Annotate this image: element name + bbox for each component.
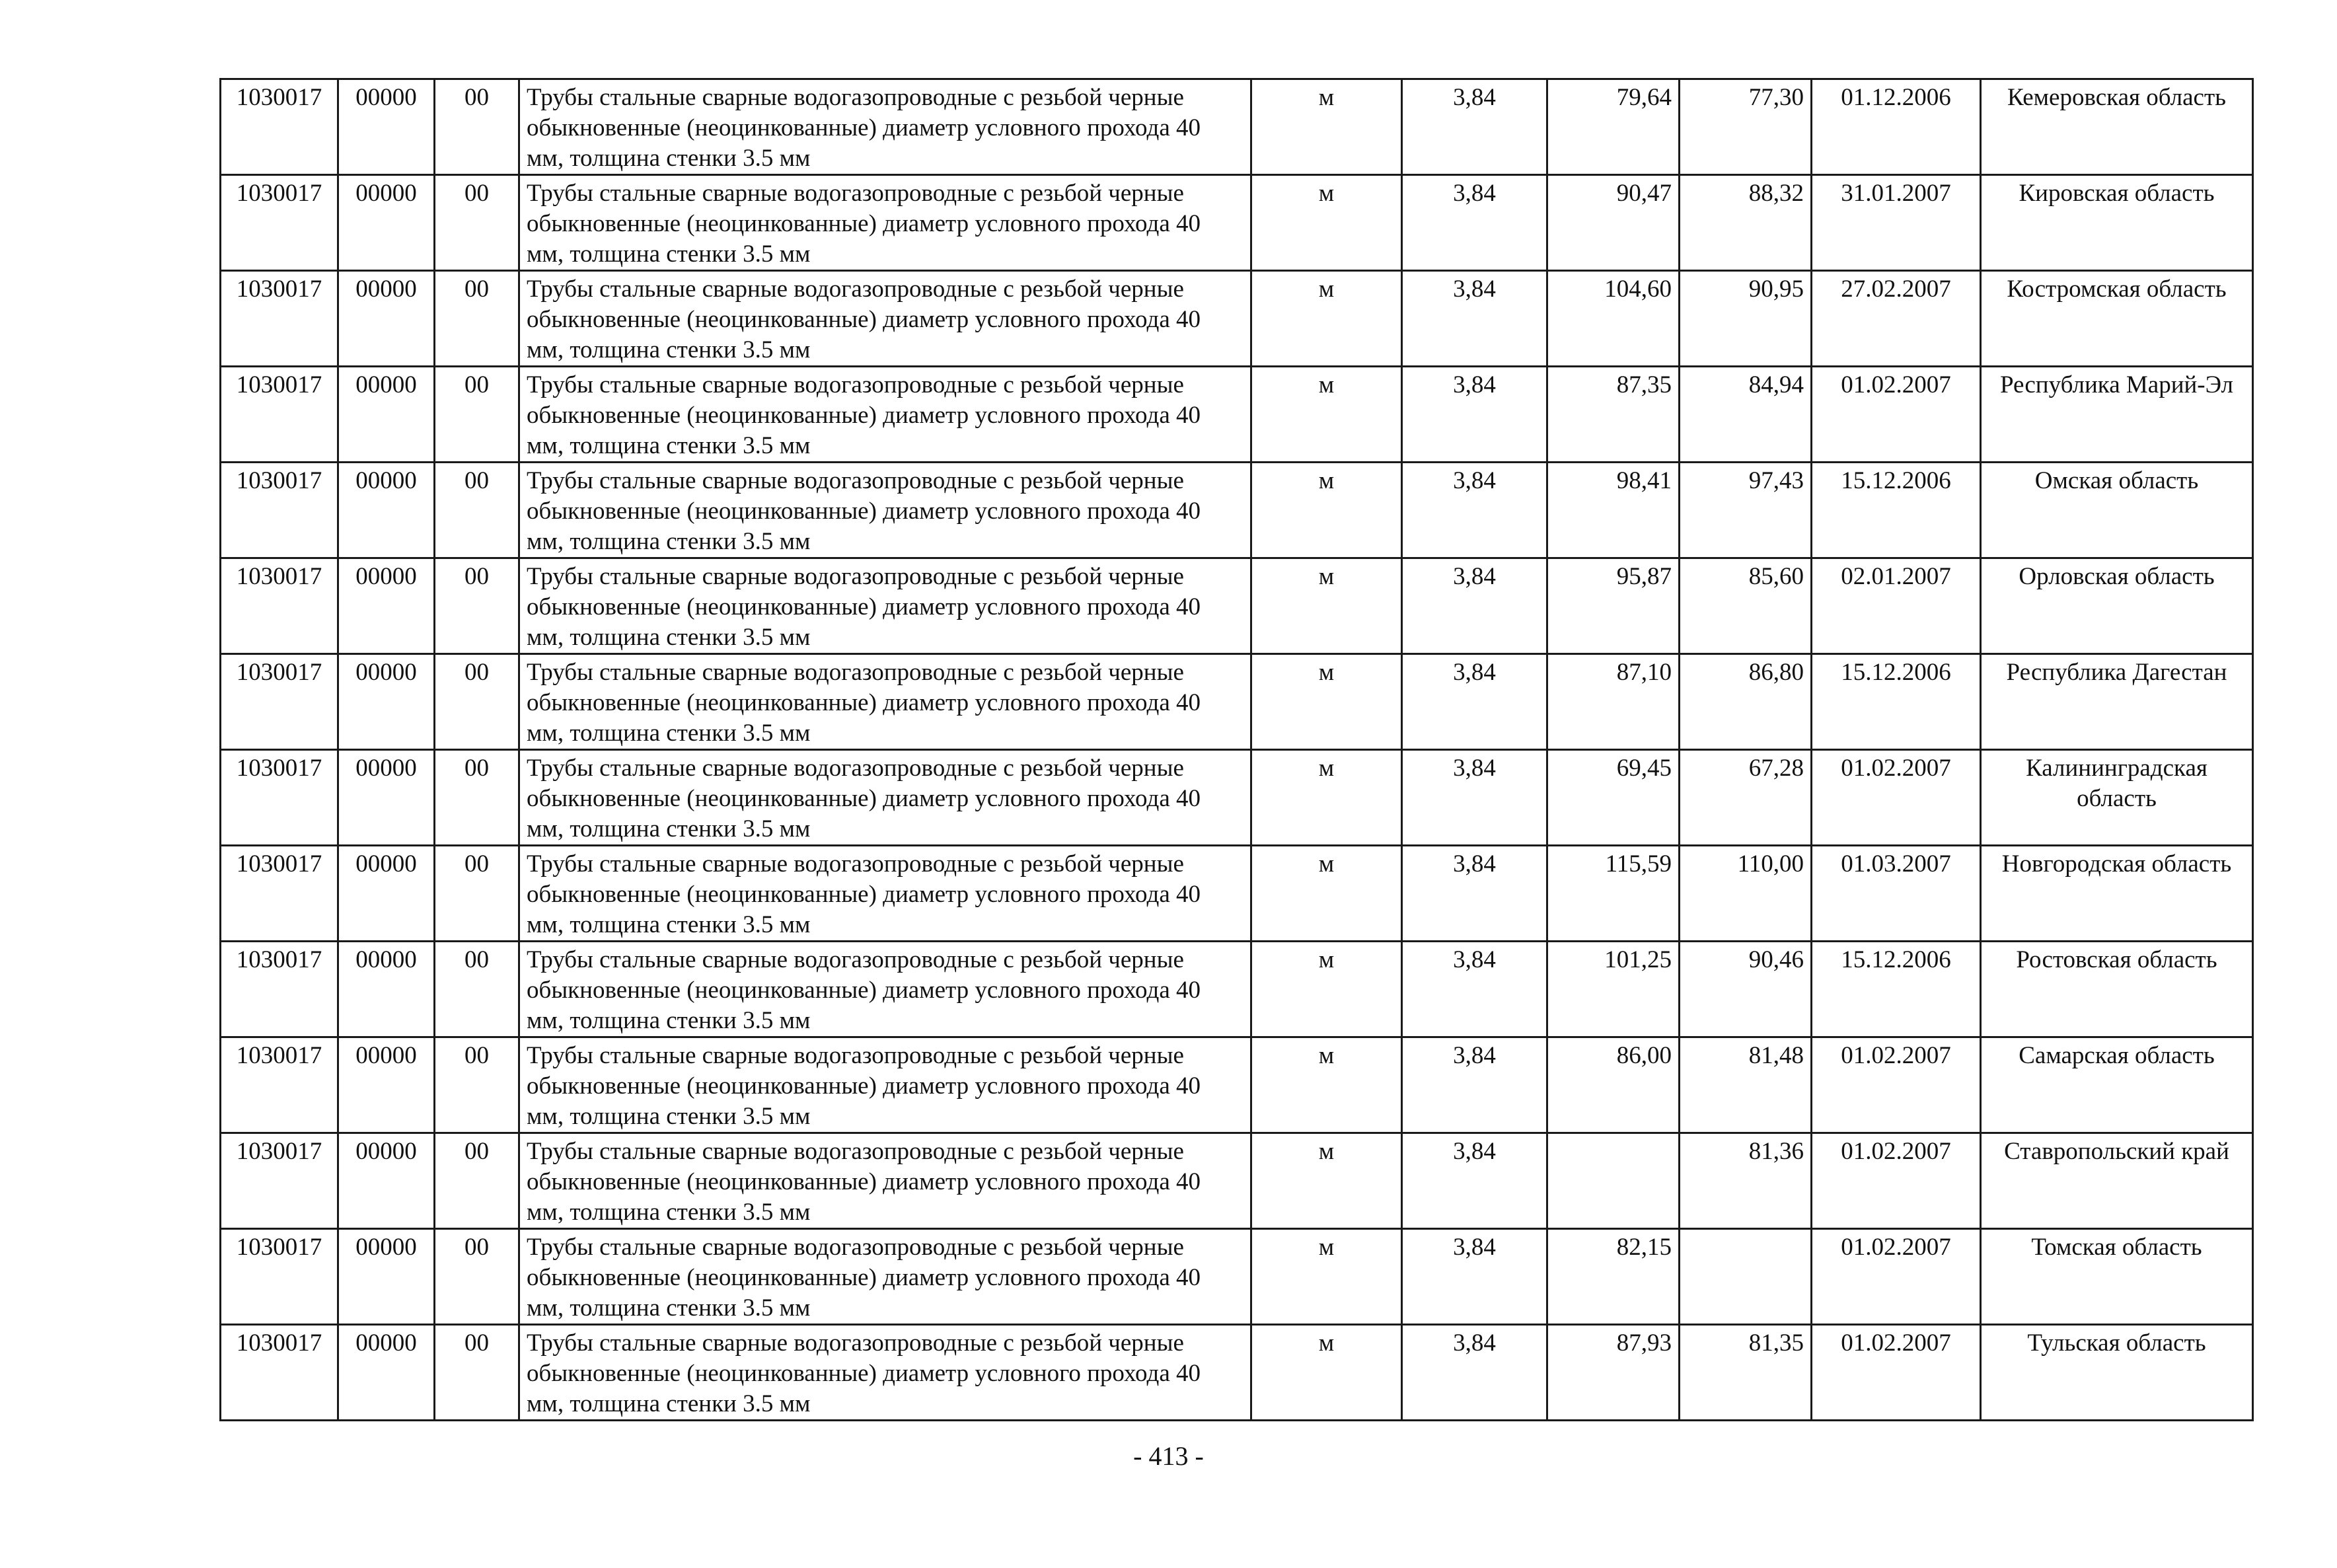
price-2-cell: 77,30	[1680, 79, 1812, 175]
price-1-cell: 87,35	[1547, 367, 1680, 463]
item-name-cell: Трубы стальные сварные водогазопроводные с резьбой черные обыкновенные (неоцинкованные) диаметр условного прохода 40 мм, толщина стенки 3.5 мм	[519, 654, 1251, 750]
table-row	[221, 1133, 2253, 1229]
item-code-cell: 1030017	[221, 175, 338, 271]
item-name-cell: Трубы стальные сварные водогазопроводные с резьбой черные обыкновенные (неоцинкованные) диаметр условного прохода 40 мм, толщина стенки 3.5 мм	[519, 79, 1251, 175]
price-1-cell: 98,41	[1547, 463, 1680, 558]
region-cell: Республика Марий-Эл	[1981, 367, 2253, 463]
weight-cell: 3,84	[1402, 463, 1547, 558]
price-2-cell: 88,32	[1680, 175, 1812, 271]
table-row	[221, 175, 2253, 271]
item-code-cell: 1030017	[221, 1037, 338, 1133]
sub-code-cell: 00000	[338, 175, 435, 271]
date-cell: 27.02.2007	[1812, 271, 1981, 367]
price-1-cell: 101,25	[1547, 942, 1680, 1037]
date-cell: 15.12.2006	[1812, 463, 1981, 558]
unit-cell: м	[1251, 846, 1402, 942]
item-code-cell: 1030017	[221, 846, 338, 942]
region-cell: Костромская область	[1981, 271, 2253, 367]
version-code-cell: 00	[435, 654, 519, 750]
item-code-cell: 1030017	[221, 1133, 338, 1229]
weight-cell: 3,84	[1402, 1133, 1547, 1229]
weight-cell: 3,84	[1402, 1037, 1547, 1133]
table-row	[221, 271, 2253, 367]
item-name-cell: Трубы стальные сварные водогазопроводные с резьбой черные обыкновенные (неоцинкованные) диаметр условного прохода 40 мм, толщина стенки 3.5 мм	[519, 558, 1251, 654]
price-2-cell: 97,43	[1680, 463, 1812, 558]
price-1-cell: 115,59	[1547, 846, 1680, 942]
item-code-cell: 1030017	[221, 558, 338, 654]
table-row	[221, 654, 2253, 750]
table-row	[221, 558, 2253, 654]
table-row	[221, 1229, 2253, 1325]
price-2-cell: 81,35	[1680, 1325, 1812, 1421]
version-code-cell: 00	[435, 1037, 519, 1133]
region-cell: Калининградская область	[1981, 750, 2253, 846]
sub-code-cell: 00000	[338, 367, 435, 463]
weight-cell: 3,84	[1402, 1229, 1547, 1325]
price-2-cell: 110,00	[1680, 846, 1812, 942]
price-2-cell: 90,95	[1680, 271, 1812, 367]
table-row	[221, 79, 2253, 175]
version-code-cell: 00	[435, 1133, 519, 1229]
weight-cell: 3,84	[1402, 942, 1547, 1037]
item-name-cell: Трубы стальные сварные водогазопроводные с резьбой черные обыкновенные (неоцинкованные) диаметр условного прохода 40 мм, толщина стенки 3.5 мм	[519, 1133, 1251, 1229]
region-cell: Томская область	[1981, 1229, 2253, 1325]
sub-code-cell: 00000	[338, 942, 435, 1037]
unit-cell: м	[1251, 1133, 1402, 1229]
price-2-cell: 90,46	[1680, 942, 1812, 1037]
unit-cell: м	[1251, 175, 1402, 271]
region-cell: Тульская область	[1981, 1325, 2253, 1421]
sub-code-cell: 00000	[338, 463, 435, 558]
price-2-cell: 85,60	[1680, 558, 1812, 654]
unit-cell: м	[1251, 367, 1402, 463]
price-2-cell: 81,36	[1680, 1133, 1812, 1229]
region-cell: Кемеровская область	[1981, 79, 2253, 175]
price-1-cell: 95,87	[1547, 558, 1680, 654]
unit-cell: м	[1251, 1325, 1402, 1421]
region-cell: Новгородская область	[1981, 846, 2253, 942]
item-code-cell: 1030017	[221, 367, 338, 463]
item-code-cell: 1030017	[221, 1325, 338, 1421]
version-code-cell: 00	[435, 175, 519, 271]
version-code-cell: 00	[435, 1325, 519, 1421]
price-1-cell: 87,93	[1547, 1325, 1680, 1421]
weight-cell: 3,84	[1402, 367, 1547, 463]
version-code-cell: 00	[435, 942, 519, 1037]
item-name-cell: Трубы стальные сварные водогазопроводные с резьбой черные обыкновенные (неоцинкованные) диаметр условного прохода 40 мм, толщина стенки 3.5 мм	[519, 1229, 1251, 1325]
item-code-cell: 1030017	[221, 463, 338, 558]
item-name-cell: Трубы стальные сварные водогазопроводные с резьбой черные обыкновенные (неоцинкованные) диаметр условного прохода 40 мм, толщина стенки 3.5 мм	[519, 1325, 1251, 1421]
unit-cell: м	[1251, 558, 1402, 654]
price-1-cell	[1547, 1133, 1680, 1229]
document-sheet	[219, 78, 2252, 1421]
price-2-cell: 86,80	[1680, 654, 1812, 750]
item-code-cell: 1030017	[221, 1229, 338, 1325]
date-cell: 15.12.2006	[1812, 654, 1981, 750]
item-name-cell: Трубы стальные сварные водогазопроводные с резьбой черные обыкновенные (неоцинкованные) диаметр условного прохода 40 мм, толщина стенки 3.5 мм	[519, 271, 1251, 367]
version-code-cell: 00	[435, 1229, 519, 1325]
price-1-cell: 104,60	[1547, 271, 1680, 367]
item-code-cell: 1030017	[221, 750, 338, 846]
table-row	[221, 1037, 2253, 1133]
unit-cell: м	[1251, 942, 1402, 1037]
item-name-cell: Трубы стальные сварные водогазопроводные с резьбой черные обыкновенные (неоцинкованные) диаметр условного прохода 40 мм, толщина стенки 3.5 мм	[519, 846, 1251, 942]
date-cell: 01.02.2007	[1812, 1037, 1981, 1133]
table-row	[221, 846, 2253, 942]
date-cell: 01.02.2007	[1812, 1325, 1981, 1421]
version-code-cell: 00	[435, 846, 519, 942]
version-code-cell: 00	[435, 271, 519, 367]
item-code-cell: 1030017	[221, 942, 338, 1037]
weight-cell: 3,84	[1402, 558, 1547, 654]
date-cell: 01.02.2007	[1812, 367, 1981, 463]
version-code-cell: 00	[435, 79, 519, 175]
version-code-cell: 00	[435, 367, 519, 463]
version-code-cell: 00	[435, 558, 519, 654]
item-code-cell: 1030017	[221, 79, 338, 175]
unit-cell: м	[1251, 1037, 1402, 1133]
region-cell: Республика Дагестан	[1981, 654, 2253, 750]
sub-code-cell: 00000	[338, 1133, 435, 1229]
table-row	[221, 1325, 2253, 1421]
price-2-cell	[1680, 1229, 1812, 1325]
price-1-cell: 86,00	[1547, 1037, 1680, 1133]
item-name-cell: Трубы стальные сварные водогазопроводные с резьбой черные обыкновенные (неоцинкованные) диаметр условного прохода 40 мм, толщина стенки 3.5 мм	[519, 1037, 1251, 1133]
sub-code-cell: 00000	[338, 1229, 435, 1325]
price-1-cell: 87,10	[1547, 654, 1680, 750]
weight-cell: 3,84	[1402, 750, 1547, 846]
date-cell: 01.12.2006	[1812, 79, 1981, 175]
price-table	[219, 78, 2254, 1421]
region-cell: Самарская область	[1981, 1037, 2253, 1133]
unit-cell: м	[1251, 654, 1402, 750]
sub-code-cell: 00000	[338, 846, 435, 942]
item-name-cell: Трубы стальные сварные водогазопроводные с резьбой черные обыкновенные (неоцинкованные) диаметр условного прохода 40 мм, толщина стенки 3.5 мм	[519, 750, 1251, 846]
date-cell: 01.02.2007	[1812, 750, 1981, 846]
region-cell: Ставропольский край	[1981, 1133, 2253, 1229]
page-number: - 413 -	[1133, 1441, 1204, 1471]
date-cell: 02.01.2007	[1812, 558, 1981, 654]
weight-cell: 3,84	[1402, 175, 1547, 271]
price-2-cell: 67,28	[1680, 750, 1812, 846]
price-1-cell: 90,47	[1547, 175, 1680, 271]
unit-cell: м	[1251, 1229, 1402, 1325]
date-cell: 31.01.2007	[1812, 175, 1981, 271]
date-cell: 01.02.2007	[1812, 1133, 1981, 1229]
item-name-cell: Трубы стальные сварные водогазопроводные с резьбой черные обыкновенные (неоцинкованные) диаметр условного прохода 40 мм, толщина стенки 3.5 мм	[519, 942, 1251, 1037]
weight-cell: 3,84	[1402, 79, 1547, 175]
region-cell: Омская область	[1981, 463, 2253, 558]
version-code-cell: 00	[435, 463, 519, 558]
price-1-cell: 69,45	[1547, 750, 1680, 846]
sub-code-cell: 00000	[338, 654, 435, 750]
price-1-cell: 79,64	[1547, 79, 1680, 175]
price-1-cell: 82,15	[1547, 1229, 1680, 1325]
price-2-cell: 84,94	[1680, 367, 1812, 463]
weight-cell: 3,84	[1402, 654, 1547, 750]
sub-code-cell: 00000	[338, 750, 435, 846]
unit-cell: м	[1251, 271, 1402, 367]
price-2-cell: 81,48	[1680, 1037, 1812, 1133]
table-row	[221, 750, 2253, 846]
table-body	[221, 79, 2253, 1421]
date-cell: 01.02.2007	[1812, 1229, 1981, 1325]
date-cell: 01.03.2007	[1812, 846, 1981, 942]
sub-code-cell: 00000	[338, 271, 435, 367]
weight-cell: 3,84	[1402, 846, 1547, 942]
region-cell: Кировская область	[1981, 175, 2253, 271]
region-cell: Орловская область	[1981, 558, 2253, 654]
version-code-cell: 00	[435, 750, 519, 846]
table-row	[221, 942, 2253, 1037]
unit-cell: м	[1251, 750, 1402, 846]
region-cell: Ростовская область	[1981, 942, 2253, 1037]
unit-cell: м	[1251, 79, 1402, 175]
weight-cell: 3,84	[1402, 1325, 1547, 1421]
item-code-cell: 1030017	[221, 271, 338, 367]
item-name-cell: Трубы стальные сварные водогазопроводные с резьбой черные обыкновенные (неоцинкованные) диаметр условного прохода 40 мм, толщина стенки 3.5 мм	[519, 175, 1251, 271]
sub-code-cell: 00000	[338, 1037, 435, 1133]
item-name-cell: Трубы стальные сварные водогазопроводные с резьбой черные обыкновенные (неоцинкованные) диаметр условного прохода 40 мм, толщина стенки 3.5 мм	[519, 463, 1251, 558]
unit-cell: м	[1251, 463, 1402, 558]
table-row	[221, 367, 2253, 463]
sub-code-cell: 00000	[338, 79, 435, 175]
item-code-cell: 1030017	[221, 654, 338, 750]
item-name-cell: Трубы стальные сварные водогазопроводные с резьбой черные обыкновенные (неоцинкованные) диаметр условного прохода 40 мм, толщина стенки 3.5 мм	[519, 367, 1251, 463]
sub-code-cell: 00000	[338, 1325, 435, 1421]
date-cell: 15.12.2006	[1812, 942, 1981, 1037]
sub-code-cell: 00000	[338, 558, 435, 654]
table-row	[221, 463, 2253, 558]
weight-cell: 3,84	[1402, 271, 1547, 367]
